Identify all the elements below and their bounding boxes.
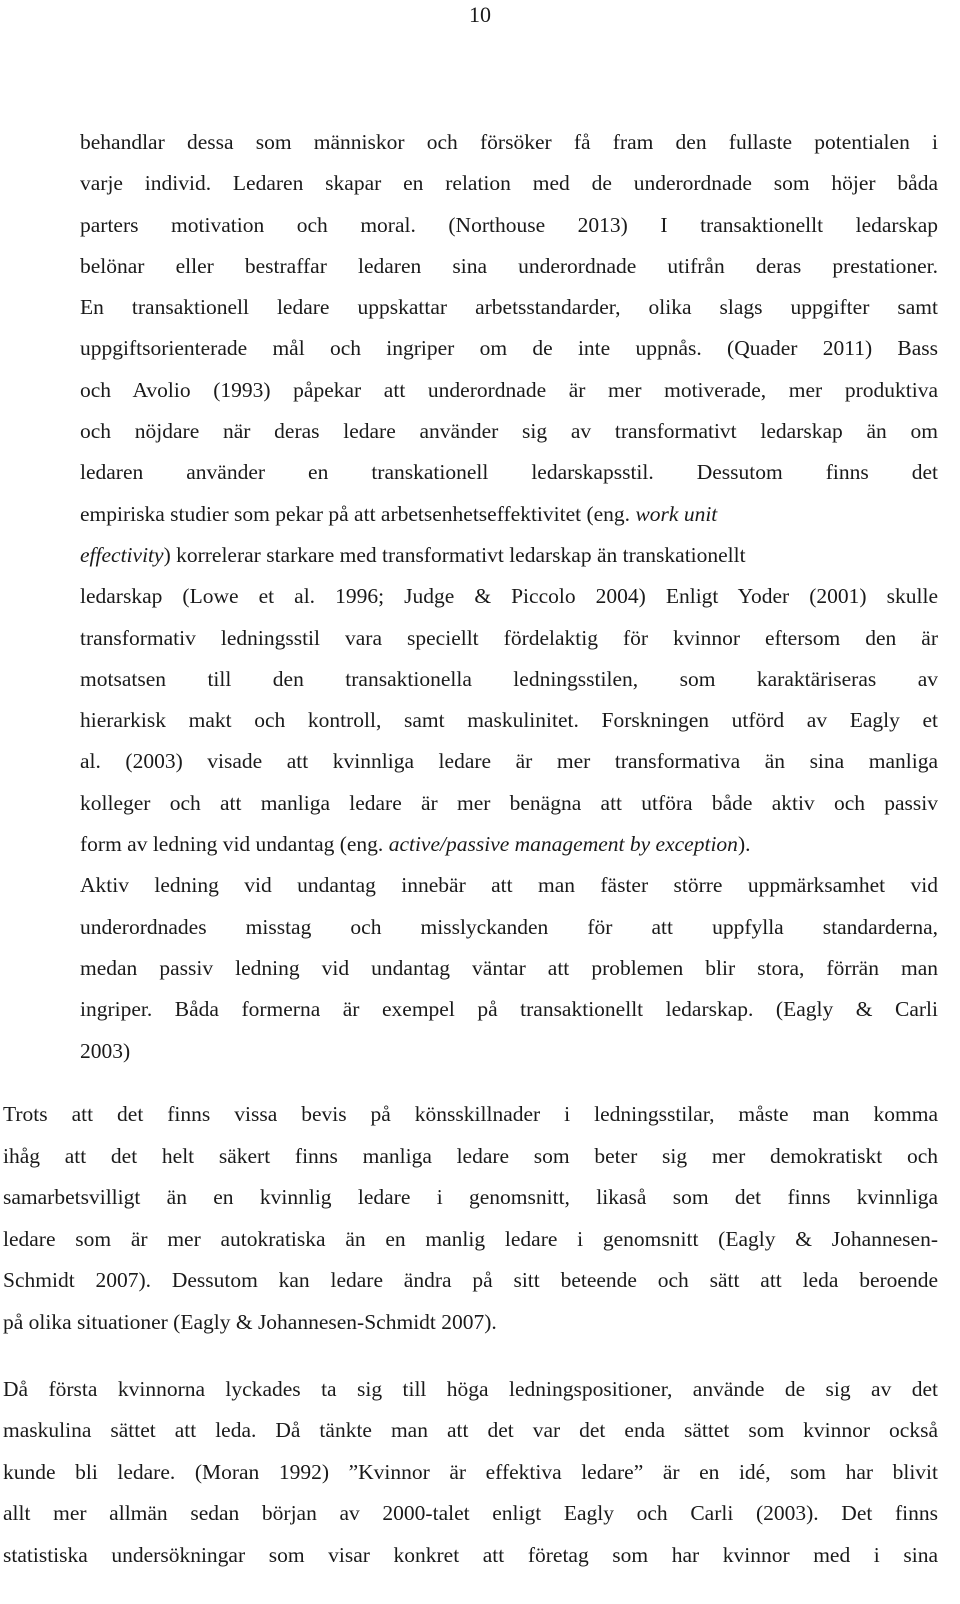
text-line: Aktiv ledning vid undantag innebär att man fäster större uppmärksamhet vid [80, 873, 938, 898]
text-line: kunde bli ledare. (Moran 1992) ”Kvinnor är effektiva ledare” är en idé, som har blivit [3, 1459, 938, 1484]
italic-term: active/passive management by exception [388, 832, 738, 857]
text-line: al. (2003) visade att kvinnliga ledare är mer transformativa än sina manliga [80, 749, 938, 774]
text-line: behandlar dessa som människor och försöker få fram den fullaste potentialen i [80, 130, 938, 154]
text-line: ledare som är mer autokratiska än en manlig ledare i genomsnitt (Eagly & Johannesen- [3, 1226, 938, 1251]
text-line: underordnades misstag och misslyckanden för att uppfylla standarderna, [80, 914, 938, 939]
paragraph-women-leaders [3, 1369, 938, 1576]
text-run: form av ledning vid undantag (eng. [80, 832, 389, 857]
text-run: ) korrelerar starkare med transformativt ledarskap än transkationellt [163, 542, 746, 567]
italic-term: work unit [635, 501, 718, 526]
text-line: på olika situationer (Eagly & Johannesen-Schmidt 2007). [3, 1309, 497, 1334]
text-line: varje individ. Ledaren skapar en relation med de underordnade som höjer båda [80, 171, 938, 196]
text-line: En transaktionell ledare uppskattar arbetsstandarder, olika slags uppgifter samt [80, 295, 938, 320]
page-number: 10 [469, 2, 491, 27]
text-line: allt mer allmän sedan början av 2000-talet enligt Eagly och Carli (2003). Det finns [3, 1501, 938, 1526]
text-line [80, 494, 938, 535]
text-line [80, 535, 938, 576]
text-line: ingriper. Båda formerna är exempel på transaktionellt ledarskap. (Eagly & Carli [80, 997, 938, 1022]
text-line: parters motivation och moral. (Northouse 2013) I transaktionellt ledarskap [80, 212, 938, 237]
text-line: Schmidt 2007). Dessutom kan ledare ändra på sitt beteende och sätt att leda beroende [3, 1268, 938, 1292]
text-line: maskulina sättet att leda. Då tänkte man att det var det enda sättet som kvinnor också [3, 1418, 938, 1443]
text-line: statistiska undersökningar som visar konkret att företag som har kvinnor med i sina [3, 1542, 938, 1567]
text-line: medan passiv ledning vid undantag väntar att problemen blir stora, förrän man [80, 955, 938, 980]
text-line: uppgiftsorienterade mål och ingriper om de inte uppnås. (Quader 2011) Bass [80, 336, 938, 361]
text-line: ledaren använder en transkationell ledarskapsstil. Dessutom finns det [80, 460, 938, 485]
text-line: samarbetsvilligt än en kvinnlig ledare i genomsnitt, likaså som det finns kvinnliga [3, 1185, 938, 1209]
text-line [80, 824, 938, 865]
text-line: 2003) [80, 1038, 131, 1063]
text-run: empiriska studier som pekar på att arbetsenhetseffektivitet (eng. [80, 501, 636, 526]
text-line: hierarkisk makt och kontroll, samt maskulinitet. Forskningen utförd av Eagly et [80, 708, 938, 733]
text-line: Trots att det finns vissa bevis på könsskillnader i ledningsstilar, måste man komma [3, 1102, 938, 1126]
paragraph-gender-differences [3, 1094, 938, 1343]
text-line: Då första kvinnorna lyckades ta sig till höga ledningspositioner, använde de sig av det [3, 1377, 938, 1401]
italic-term: effectivity [80, 542, 164, 567]
text-line: motsatsen till den transaktionella ledningsstilen, som karaktäriseras av [80, 666, 938, 691]
text-line: kolleger och att manliga ledare är mer benägna att utföra både aktiv och passiv [80, 790, 938, 815]
paragraph-leadership-styles [80, 122, 938, 1072]
text-line: ihåg att det helt säkert finns manliga ledare som beter sig mer demokratiskt och [3, 1143, 938, 1168]
text-run: ). [737, 832, 751, 857]
text-line: ledarskap (Lowe et al. 1996; Judge & Piccolo 2004) Enligt Yoder (2001) skulle [80, 584, 938, 609]
text-line: och nöjdare när deras ledare använder sig av transformativt ledarskap än om [80, 419, 938, 444]
text-line: transformativ ledningsstil vara speciellt fördelaktig för kvinnor eftersom den är [80, 625, 938, 650]
text-line: belönar eller bestraffar ledaren sina underordnade utifrån deras prestationer. [80, 253, 938, 278]
text-line: och Avolio (1993) påpekar att underordnade är mer motiverade, mer produktiva [80, 377, 938, 402]
